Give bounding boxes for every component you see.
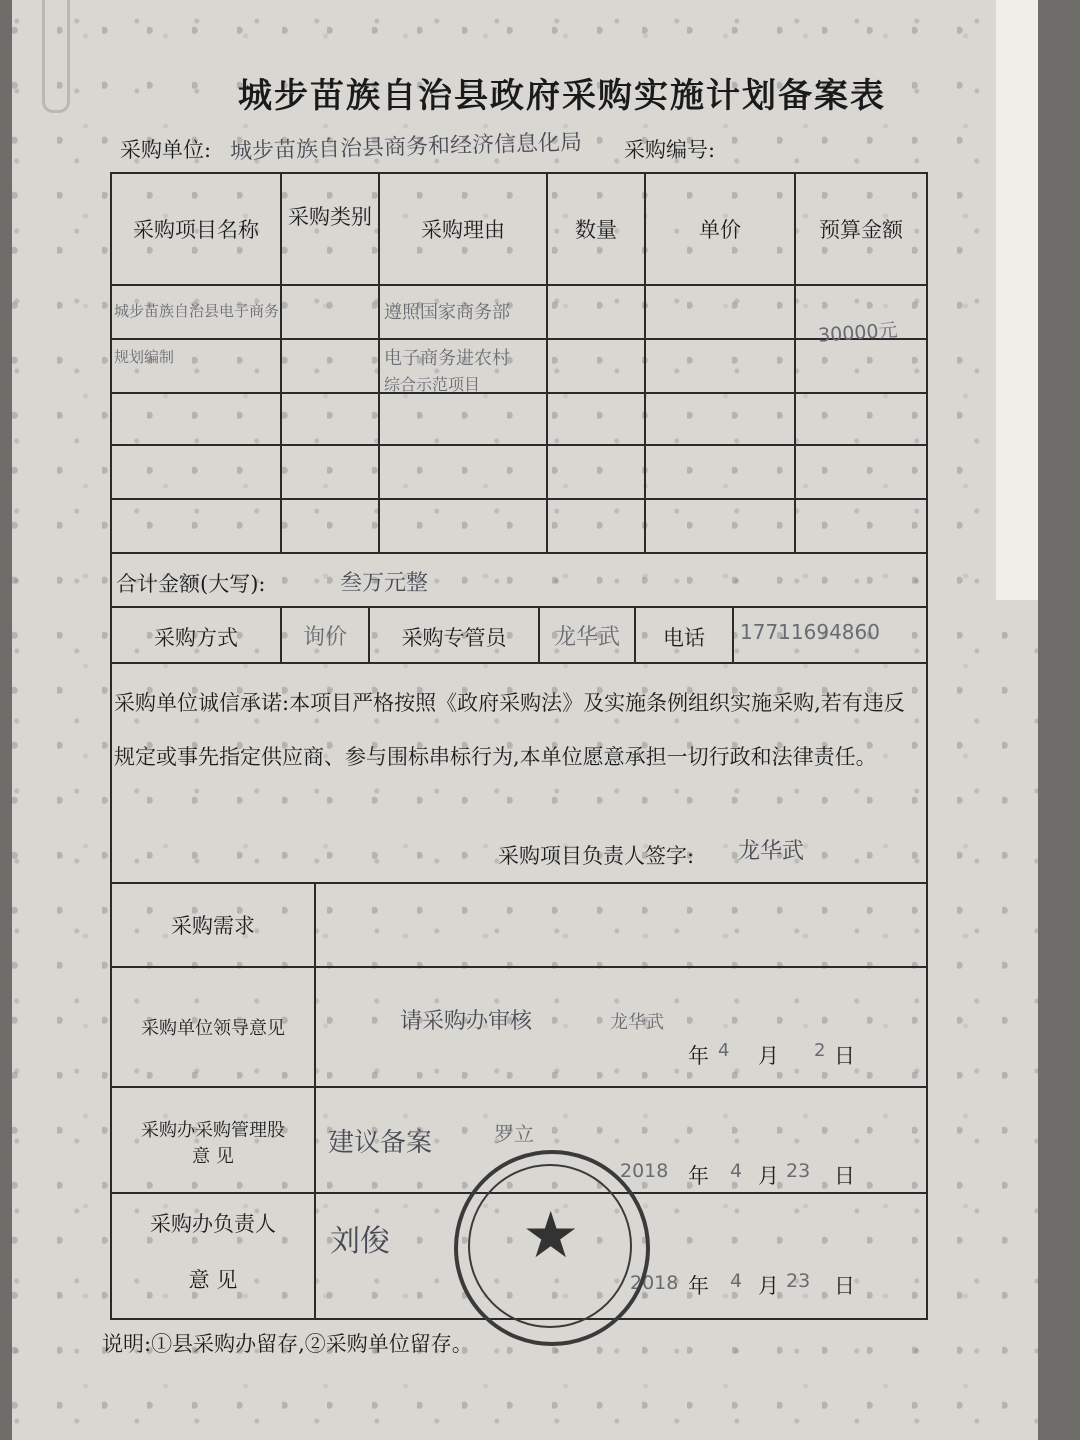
dept-date-year: 年 — [688, 1164, 709, 1188]
dept-date-year-value: 2018 — [620, 1160, 669, 1182]
pledge-text: 采购单位诚信承诺:本项目严格按照《政府采购法》及实施条例组织实施采购,若有违反规定或事先指定供应商、参与围标串标行为,本单位愿意承担一切行政和法律责任。 — [114, 691, 905, 769]
star-icon: ★ — [522, 1199, 580, 1273]
head-label-line2: 意 见 — [188, 1268, 238, 1292]
dept-label-line1: 采购办采购管理股 — [141, 1120, 285, 1141]
footer-note: 说明:①县采购办留存,②采购单位留存。 — [102, 1332, 473, 1356]
head-date-month: 月 — [758, 1274, 779, 1298]
leader-date-month-value: 4 — [718, 1040, 730, 1061]
row2-name: 规划编制 — [114, 348, 175, 366]
col-header-category: 采购类别 — [288, 205, 372, 229]
method-value: 询价 — [302, 625, 347, 650]
dept-value: 建议备案 — [328, 1128, 433, 1158]
total-label: 合计金额(大写): — [116, 572, 266, 596]
unit-label: 采购单位: — [120, 138, 212, 162]
dept-label-line2: 意 见 — [192, 1146, 234, 1167]
signature-label: 采购项目负责人签字: — [498, 844, 695, 868]
signature-value: 龙华武 — [738, 839, 805, 864]
paper-tab — [996, 0, 1038, 600]
dept-sign: 罗立 — [494, 1122, 534, 1146]
row2-reason: 电子商务进农村 — [384, 348, 510, 369]
head-label-line1: 采购办负责人 — [150, 1212, 276, 1236]
dept-date-day-value: 23 — [786, 1160, 811, 1182]
head-date-month-value: 4 — [730, 1270, 743, 1292]
phone-value: 17711694860 — [740, 620, 880, 644]
col-header-unit-price: 单价 — [699, 218, 741, 242]
col-header-budget: 预算金额 — [819, 218, 903, 242]
form-title: 城步苗族自治县政府采购实施计划备案表 — [238, 76, 886, 116]
head-date-day-value: 23 — [786, 1270, 811, 1292]
dept-date-month: 月 — [758, 1164, 779, 1188]
head-date-year: 年 — [688, 1274, 709, 1298]
officer-value: 龙华武 — [553, 625, 620, 650]
head-date-year-value: 2018 — [630, 1272, 679, 1294]
leader-label: 采购单位领导意见 — [141, 1018, 285, 1039]
col-header-quantity: 数量 — [575, 218, 617, 242]
leader-date-month: 月 — [758, 1044, 779, 1068]
phone-label: 电话 — [663, 626, 705, 650]
demand-label: 采购需求 — [171, 914, 255, 938]
leader-sign: 龙华武 — [610, 1012, 664, 1033]
official-stamp — [454, 1150, 650, 1346]
total-value: 叁万元整 — [340, 571, 429, 596]
dept-date-day: 日 — [834, 1164, 855, 1188]
head-date-day: 日 — [834, 1274, 855, 1298]
unit-value: 城步苗族自治县商务和经济信息化局 — [229, 130, 583, 165]
officer-label: 采购专管员 — [401, 626, 507, 650]
paper-sheet — [12, 0, 1038, 1440]
dept-date-month-value: 4 — [730, 1160, 743, 1182]
row1-name: 城步苗族自治县电子商务 — [114, 302, 280, 320]
leader-value: 请采购办审核 — [400, 1009, 533, 1034]
number-label: 采购编号: — [624, 138, 716, 162]
leader-date-year: 年 — [688, 1044, 709, 1068]
row3-reason: 综合示范项目 — [384, 375, 481, 394]
row1-budget: 30000元 — [817, 319, 899, 347]
leader-date-day-value: 2 — [814, 1040, 826, 1061]
paperclip-icon — [42, 0, 70, 113]
col-header-reason: 采购理由 — [421, 218, 505, 242]
head-sign: 刘俊 — [330, 1224, 390, 1259]
row1-reason: 遵照国家商务部 — [384, 302, 510, 323]
col-header-name: 采购项目名称 — [133, 218, 259, 242]
method-label: 采购方式 — [154, 626, 238, 650]
leader-date-day: 日 — [834, 1044, 855, 1068]
